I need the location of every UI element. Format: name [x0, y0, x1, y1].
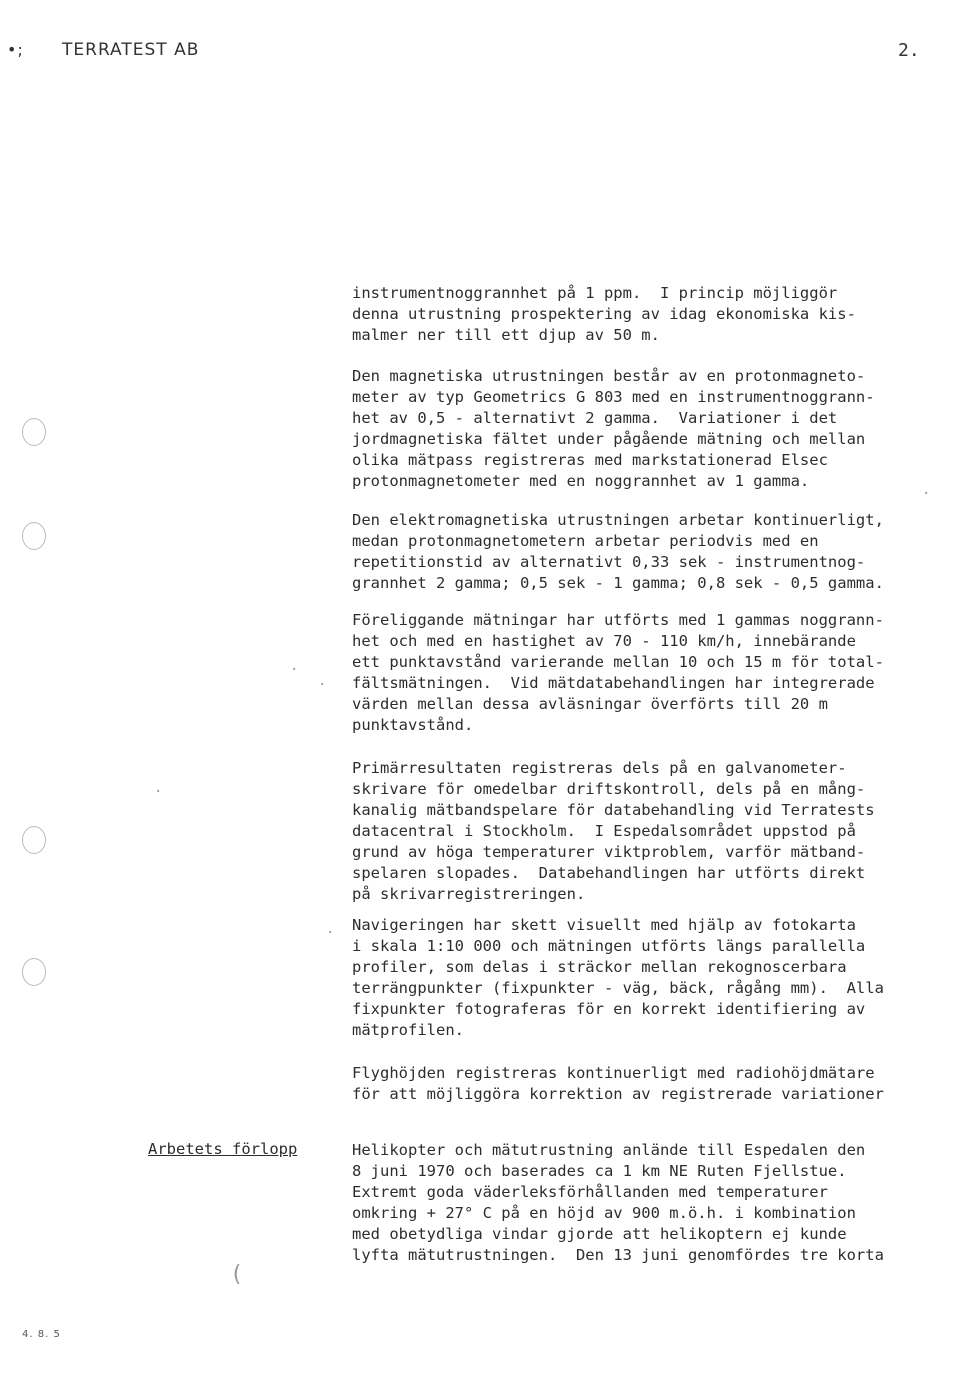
- section-heading: Arbetets förlopp: [148, 1140, 298, 1158]
- punch-hole-1: [22, 418, 46, 446]
- paragraph-6: Navigeringen har skett visuellt med hjälp av fotokarta i skala 1:10 000 och mätningen utförts längs parallella profiler, som delas i sträckor mellan rekognoscerbara terrängpunkter (fixpunkter - väg, bäck, rågång mm). Alla fixpunkter fotograferas för en korrekt identifiering av mätprofilen.: [352, 916, 884, 1039]
- company-header: [7, 40, 200, 60]
- company-name: TERRATEST AB: [62, 40, 200, 60]
- footer-code: 4. 8. 5: [22, 1329, 61, 1340]
- stray-mark: ·: [290, 662, 299, 678]
- page-number: 2.: [898, 40, 920, 61]
- stray-mark: ·: [318, 677, 327, 693]
- paragraph-1: instrumentnoggrannhet på 1 ppm. I princip möjliggör denna utrustning prospektering av idag ekonomiska kis- malmer ner till ett djup av 50 m.: [352, 284, 856, 344]
- paragraph-7: Flyghöjden registreras kontinuerligt med radiohöjdmätare för att möjliggöra korrektion av registrerade variationer: [352, 1064, 884, 1103]
- punch-hole-2: [22, 522, 46, 550]
- paragraph-5: Primärresultaten registreras dels på en galvanometer- skrivare för omedelbar driftskontroll, dels på en mång- kanalig mätbandspelare för databehandling vid Terratests datacentral i Stockholm. I Espedalsområdet uppstod på grund av höga temperaturer viktproblem, varför mätband- spelaren slopades. Databehandlingen har utförts direkt på skrivarregistreringen.: [352, 759, 875, 903]
- stray-mark: ·: [326, 925, 335, 941]
- stray-mark: ·: [154, 784, 163, 800]
- stray-mark: ·: [922, 486, 931, 502]
- paragraph-3: Den elektromagnetiska utrustningen arbetar kontinuerligt, medan protonmagnetometern arbetar periodvis med en repetitionstid av alternativt 0,33 sek - instrumentnog- grannhet 2 gamma; 0,5 sek - 1 gamma; 0,8 sek - 0,5 gamma.: [352, 511, 884, 592]
- stray-mark: (: [230, 1262, 244, 1287]
- paragraph-4: Föreliggande mätningar har utförts med 1 gammas noggrann- het och med en hastighet av 70 - 110 km/h, innebärande ett punktavstånd varierande mellan 10 och 15 m för total- fältsmätningen. Vid mätdatabehandlingen har integrerade värden mellan dessa avläsningar överförts till 20 m punktavstånd.: [352, 611, 884, 734]
- paragraph-2: Den magnetiska utrustningen består av en protonmagneto- meter av typ Geometrics G 803 med en instrumentnoggrann- het av 0,5 - alternativt 2 gamma. Variationer i det jordmagnetiska fältet under pågående mätning och mellan olika mätpass registreras med markstationerad Elsec protonmagnetometer med en noggrannhet av 1 gamma.: [352, 367, 875, 490]
- punch-hole-4: [22, 958, 46, 986]
- punch-hole-3: [22, 826, 46, 854]
- bullet-marks: •;: [7, 40, 24, 59]
- section-text: Helikopter och mätutrustning anlände till Espedalen den 8 juni 1970 och baserades ca 1 km NE Ruten Fjellstue. Extremt goda väderleksförhållanden med temperaturer omkring + 27° C på en höjd av 900 m.ö.h. i kombination med obetydliga vindar gjorde att helikoptern ej kunde lyfta mätutrustningen. Den 13 juni genomfördes tre korta: [352, 1141, 884, 1264]
